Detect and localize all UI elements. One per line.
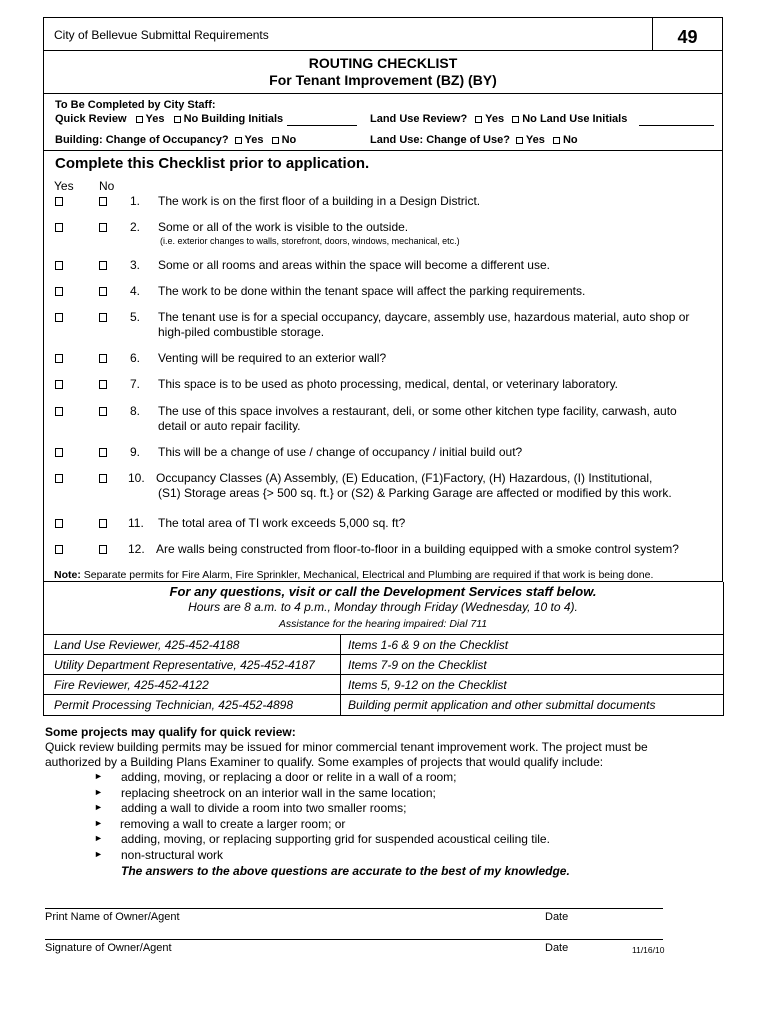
quick-bullet: non-structural work [121, 848, 224, 862]
item-text: The work to be done within the tenant space will affect the parking requirements. [158, 284, 586, 298]
title-rule [43, 93, 723, 94]
item-number: 3. [130, 258, 141, 272]
item-number: 2. [130, 220, 141, 234]
quick-review-yes-label: Yes [145, 113, 165, 125]
item-text: Venting will be required to an exterior wall? [158, 351, 387, 365]
item-number: 8. [130, 404, 141, 418]
contact-who: Land Use Reviewer, 425-452-4188 [54, 638, 240, 652]
bullet-icon: ► [94, 771, 103, 781]
quick-review-label: Quick Review [55, 113, 127, 125]
land-use-review-label: Land Use Review? [370, 113, 468, 125]
item-7-yes-checkbox[interactable] [55, 380, 63, 389]
quick-review-yes-checkbox[interactable] [136, 116, 143, 123]
table-rule [43, 674, 724, 675]
bullet-icon: ► [94, 787, 103, 797]
item-4-yes-checkbox[interactable] [55, 287, 63, 296]
land-use-change-no-label: No [562, 134, 578, 146]
contact-who: Permit Processing Technician, 425-452-4898 [54, 698, 294, 712]
land-use-review-yes-checkbox[interactable] [475, 116, 482, 123]
item-2-yes-checkbox[interactable] [55, 223, 63, 232]
contact-items: Building permit application and other submittal documents [348, 698, 656, 712]
quick-review-row [55, 113, 283, 125]
attestation: The answers to the above questions are accurate to the best of my knowledge. [121, 864, 570, 878]
quick-bullet: adding a wall to divide a room into two smaller rooms; [121, 801, 407, 815]
contact-assistance: Assistance for the hearing impaired: Dial 711 [278, 618, 488, 630]
item-number: 5. [130, 310, 141, 324]
item-text-cont: detail or auto repair facility. [158, 419, 301, 433]
quick-heading: Some projects may qualify for quick review: [45, 725, 296, 739]
item-text: Some or all of the work is visible to the outside. [158, 220, 409, 234]
print-name-label: Print Name of Owner/Agent [45, 911, 180, 923]
contact-heading: For any questions, visit or call the Development Services staff below. [169, 584, 597, 599]
staff-heading: To Be Completed by City Staff: [55, 99, 216, 111]
item-text-cont: high-piled combustible storage. [158, 325, 325, 339]
table-rule [43, 694, 724, 695]
land-use-change-yes-label: Yes [525, 134, 545, 146]
quick-bullet: removing a wall to create a larger room; or [120, 817, 346, 831]
contact-who: Fire Reviewer, 425-452-4122 [54, 678, 209, 692]
item-1-no-checkbox[interactable] [99, 197, 107, 206]
item-6-no-checkbox[interactable] [99, 354, 107, 363]
table-rule [43, 634, 724, 635]
page-number: 49 [677, 27, 698, 47]
item-8-no-checkbox[interactable] [99, 407, 107, 416]
page-subtitle: For Tenant Improvement (BZ) (BY) [269, 72, 497, 88]
bullet-icon: ► [94, 849, 103, 859]
table-right-border [723, 582, 724, 715]
land-use-review-no-checkbox[interactable] [512, 116, 519, 123]
building-change-no-label: No [281, 134, 297, 146]
item-2-no-checkbox[interactable] [99, 223, 107, 232]
land-use-review-row [370, 113, 627, 125]
item-3-yes-checkbox[interactable] [55, 261, 63, 270]
land-use-change-yes-checkbox[interactable] [516, 137, 523, 144]
item-number: 4. [130, 284, 141, 298]
item-8-yes-checkbox[interactable] [55, 407, 63, 416]
page-title: ROUTING CHECKLIST [308, 55, 458, 71]
item-number: 7. [130, 377, 141, 391]
item-text-cont: (S1) Storage areas {> 500 sq. ft.} or (S2) & Parking Garage are affected or modified by this work. [158, 486, 672, 500]
building-change-yes-label: Yes [244, 134, 264, 146]
land-use-change-label: Land Use: Change of Use? [370, 134, 510, 146]
quick-paragraph-line-1: Quick review building permits may be issued for minor commercial tenant improvement work. The project must be [45, 740, 648, 754]
checklist-heading: Complete this Checklist prior to application. [55, 155, 370, 172]
item-number: 1. [130, 194, 141, 208]
building-change-yes-checkbox[interactable] [235, 137, 242, 144]
item-11-yes-checkbox[interactable] [55, 519, 63, 528]
item-number: 12. [128, 542, 145, 556]
item-number: 10. [128, 471, 145, 485]
quick-bullet: adding, moving, or replacing a door or relite in a wall of a room; [121, 770, 457, 784]
item-12-yes-checkbox[interactable] [55, 545, 63, 554]
col-yes-header: Yes [54, 179, 74, 193]
staff-rule [43, 150, 723, 151]
item-text: The work is on the first floor of a building in a Design District. [158, 194, 481, 208]
bullet-icon: ► [94, 818, 103, 828]
note [54, 569, 653, 581]
item-11-no-checkbox[interactable] [99, 519, 107, 528]
item-3-no-checkbox[interactable] [99, 261, 107, 270]
item-6-yes-checkbox[interactable] [55, 354, 63, 363]
item-text: This will be a change of use / change of occupancy / initial build out? [158, 445, 523, 459]
quick-review-no-checkbox[interactable] [174, 116, 181, 123]
contact-who: Utility Department Representative, 425-452-4187 [54, 658, 315, 672]
item-text: The tenant use is for a special occupancy, daycare, assembly use, hazardous material, auto shop or [158, 310, 690, 324]
building-change-label: Building: Change of Occupancy? [55, 134, 229, 146]
item-subtext: (i.e. exterior changes to walls, storefront, doors, windows, mechanical, etc.) [160, 236, 460, 246]
contact-items: Items 1-6 & 9 on the Checklist [348, 638, 509, 652]
table-left-border [43, 582, 44, 715]
item-1-yes-checkbox[interactable] [55, 197, 63, 206]
quick-paragraph-line-2: authorized by a Building Plans Examiner to qualify. Some examples of projects that would qualify include: [45, 755, 604, 769]
bullet-icon: ► [94, 833, 103, 843]
table-rule [43, 654, 724, 655]
print-date-label: Date [545, 911, 569, 923]
item-9-no-checkbox[interactable] [99, 448, 107, 457]
quick-bullet: replacing sheetrock on an interior wall in the same location; [121, 786, 436, 800]
item-text: This space is to be used as photo processing, medical, dental, or veterinary laboratory. [158, 377, 619, 391]
bullet-icon: ► [94, 802, 103, 812]
item-text: The use of this space involves a restaurant, deli, or some other kitchen type facility, carwash, auto [158, 404, 677, 418]
item-10-yes-checkbox[interactable] [55, 474, 63, 483]
table-col-divider [340, 634, 341, 715]
item-text: Are walls being constructed from floor-to-floor in a building equipped with a smoke control system? [156, 542, 679, 556]
print-name-line[interactable] [45, 908, 663, 909]
item-7-no-checkbox[interactable] [99, 380, 107, 389]
quick-bullet: adding, moving, or replacing supporting grid for suspended acoustical ceiling tile. [121, 832, 550, 846]
item-5-no-checkbox[interactable] [99, 313, 107, 322]
signature-date-label: Date [545, 942, 569, 954]
org-title: City of Bellevue Submittal Requirements [54, 28, 269, 42]
contact-items: Items 7-9 on the Checklist [348, 658, 487, 672]
land-use-review-yes-label: Yes [485, 113, 505, 125]
item-9-yes-checkbox[interactable] [55, 448, 63, 457]
land-use-change-row [370, 134, 578, 146]
item-10-no-checkbox[interactable] [99, 474, 107, 483]
table-rule [43, 715, 724, 716]
item-5-yes-checkbox[interactable] [55, 313, 63, 322]
no-building-initials-label: No Building Initials [183, 113, 284, 125]
building-change-row [55, 134, 296, 146]
revision-date: 11/16/10 [632, 945, 665, 955]
land-use-initials-line[interactable] [639, 125, 714, 126]
item-number: 6. [130, 351, 141, 365]
land-use-change-no-checkbox[interactable] [553, 137, 560, 144]
building-change-no-checkbox[interactable] [272, 137, 279, 144]
note-label: Note: [54, 569, 81, 581]
item-number: 11. [128, 516, 144, 530]
contact-hours: Hours are 8 a.m. to 4 p.m., Monday through Friday (Wednesday, 10 to 4). [188, 600, 578, 614]
col-no-header: No [99, 179, 115, 193]
no-land-use-initials-label: No Land Use Initials [522, 113, 628, 125]
item-text: The total area of TI work exceeds 5,000 sq. ft? [158, 516, 406, 530]
note-text: Separate permits for Fire Alarm, Fire Sprinkler, Mechanical, Electrical and Plumbing are required if that work is being done. [83, 569, 654, 581]
header-rule [43, 50, 723, 51]
item-number: 9. [130, 445, 141, 459]
item-text: Occupancy Classes (A) Assembly, (E) Education, (F1)Factory, (H) Hazardous, (I) Institutional, [156, 471, 653, 485]
item-4-no-checkbox[interactable] [99, 287, 107, 296]
item-12-no-checkbox[interactable] [99, 545, 107, 554]
item-text: Some or all rooms and areas within the space will become a different use. [158, 258, 550, 272]
building-initials-line[interactable] [287, 125, 357, 126]
contact-items: Items 5, 9-12 on the Checklist [348, 678, 507, 692]
signature-label: Signature of Owner/Agent [45, 942, 172, 954]
signature-line[interactable] [45, 939, 663, 940]
